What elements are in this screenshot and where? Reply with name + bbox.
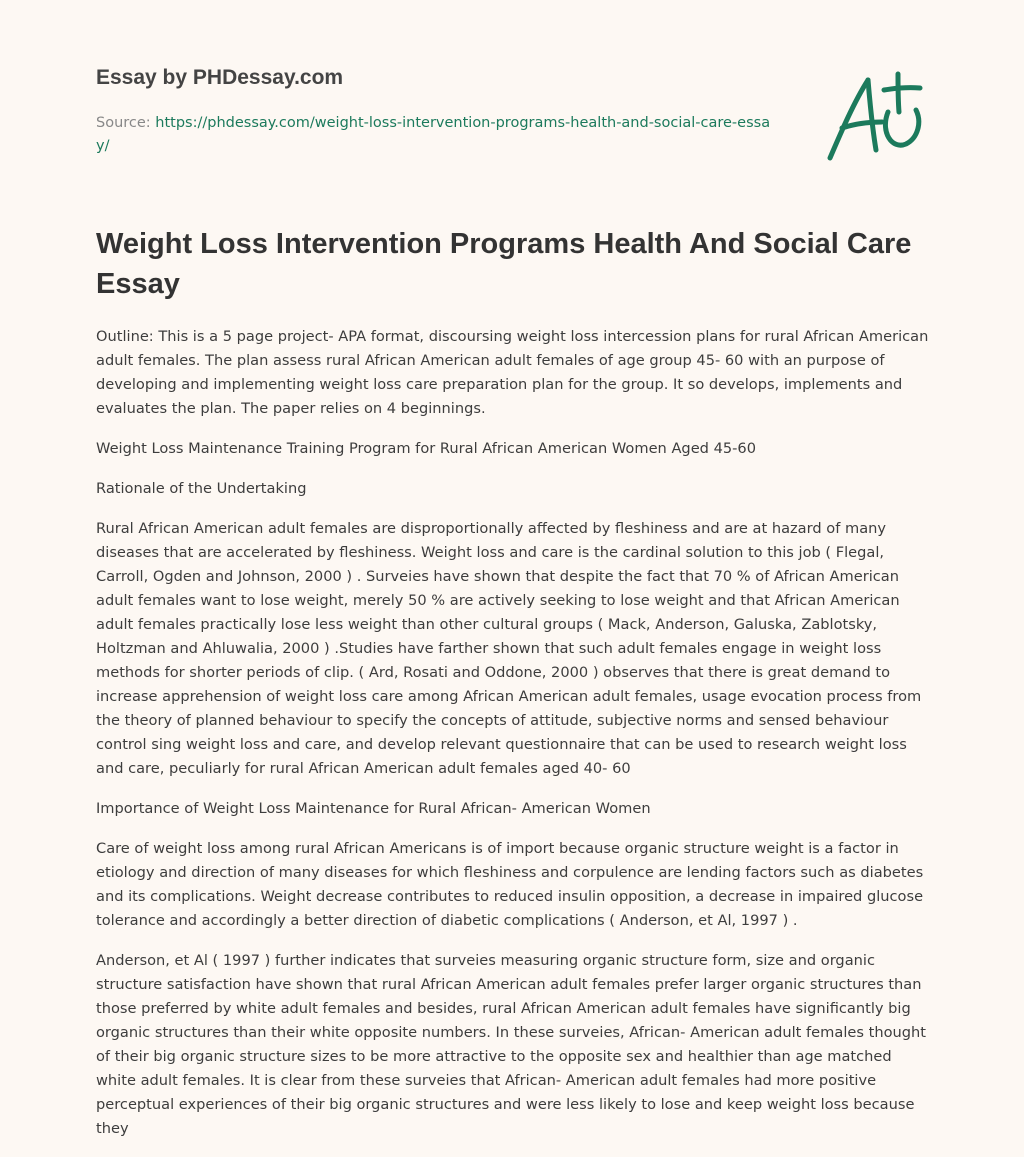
source-link[interactable]: https://phdessay.com/weight-loss-intervention-programs-health-and-social-care-essay/ bbox=[96, 115, 771, 154]
paragraph: Outline: This is a 5 page project- APA format, discoursing weight loss intercession plans for rural African American adult females. The plan assess rural African American adult females of age group 45- 60 with an purpose of developing and implementing weight loss care preparation plan for the group. It so develops, implements and evaluates the plan. The paper relies on 4 beginnings. bbox=[96, 328, 929, 417]
a-plus-logo-icon bbox=[824, 66, 928, 166]
paragraph: Weight Loss Maintenance Training Program for Rural African American Women Aged 45-60 bbox=[96, 440, 756, 457]
paragraph: Care of weight loss among rural African Americans is of import because organic structure weight is a factor in etiology and direction of many diseases for which fleshiness and corpulence are lending factors such as diabetes and its complications. Weight decrease contributes to reduced insulin opposition, a decrease in impaired glucose tolerance and accordingly a better direction of diabetic complications ( Anderson, et Al, 1997 ) . bbox=[96, 840, 924, 929]
paragraph: Importance of Weight Loss Maintenance for Rural African- American Women bbox=[96, 800, 651, 817]
paragraph: Rationale of the Undertaking bbox=[96, 480, 307, 497]
source-label: Source: bbox=[96, 115, 151, 131]
paragraph: Rural African American adult females are disproportionally affected by fleshiness and are at hazard of many diseases that are accelerated by fleshiness. Weight loss and care is the cardinal solution to this job ( Flegal, Carroll, Ogden and Johnson, 2000 ) . Surveies have shown that despite the fact that 70 % of African American adult females want to lose weight, merely 50 % are actively seeking to lose weight and that African American adult females practically lose less weight than other cultural groups ( Mack, Anderson, Galuska, Zablotsky, Holtzman and Ahluwalia, 2000 ) .Studies have farther shown that such adult females engage in weight loss methods for shorter periods of clip. ( Ard, Rosati and Oddone, 2000 ) observes that there is great demand to increase apprehension of weight loss care among African American adult females, usage evocation process from the theory of planned behaviour to specify the concepts of attitude, subjective norms and sensed behaviour control sing weight loss and care, and develop relevant questionnaire that can be used to research weight loss and care, peculiarly for rural African American adult females aged 40- 60 bbox=[96, 520, 922, 777]
paragraph: Anderson, et Al ( 1997 ) further indicates that surveies measuring organic structure form, size and organic structure satisfaction have shown that rural African American adult females prefer larger organic structures than those preferred by white adult females and besides, rural African American adult females have significantly big organic structures than their white opposite numbers. In these surveies, African- American adult females thought of their big organic structure sizes to be more attractive to the opposite sex and healthier than age matched white adult females. It is clear from these surveies that African- American adult females had more positive perceptual experiences of their big organic structures and were less likely to lose and keep weight loss because they bbox=[96, 952, 926, 1137]
site-brand: Essay by PHDessay.com bbox=[96, 66, 344, 89]
essay-body bbox=[96, 325, 932, 1157]
source-line bbox=[96, 112, 776, 158]
essay-title: Weight Loss Intervention Programs Health And Social Care Essay bbox=[96, 228, 912, 300]
